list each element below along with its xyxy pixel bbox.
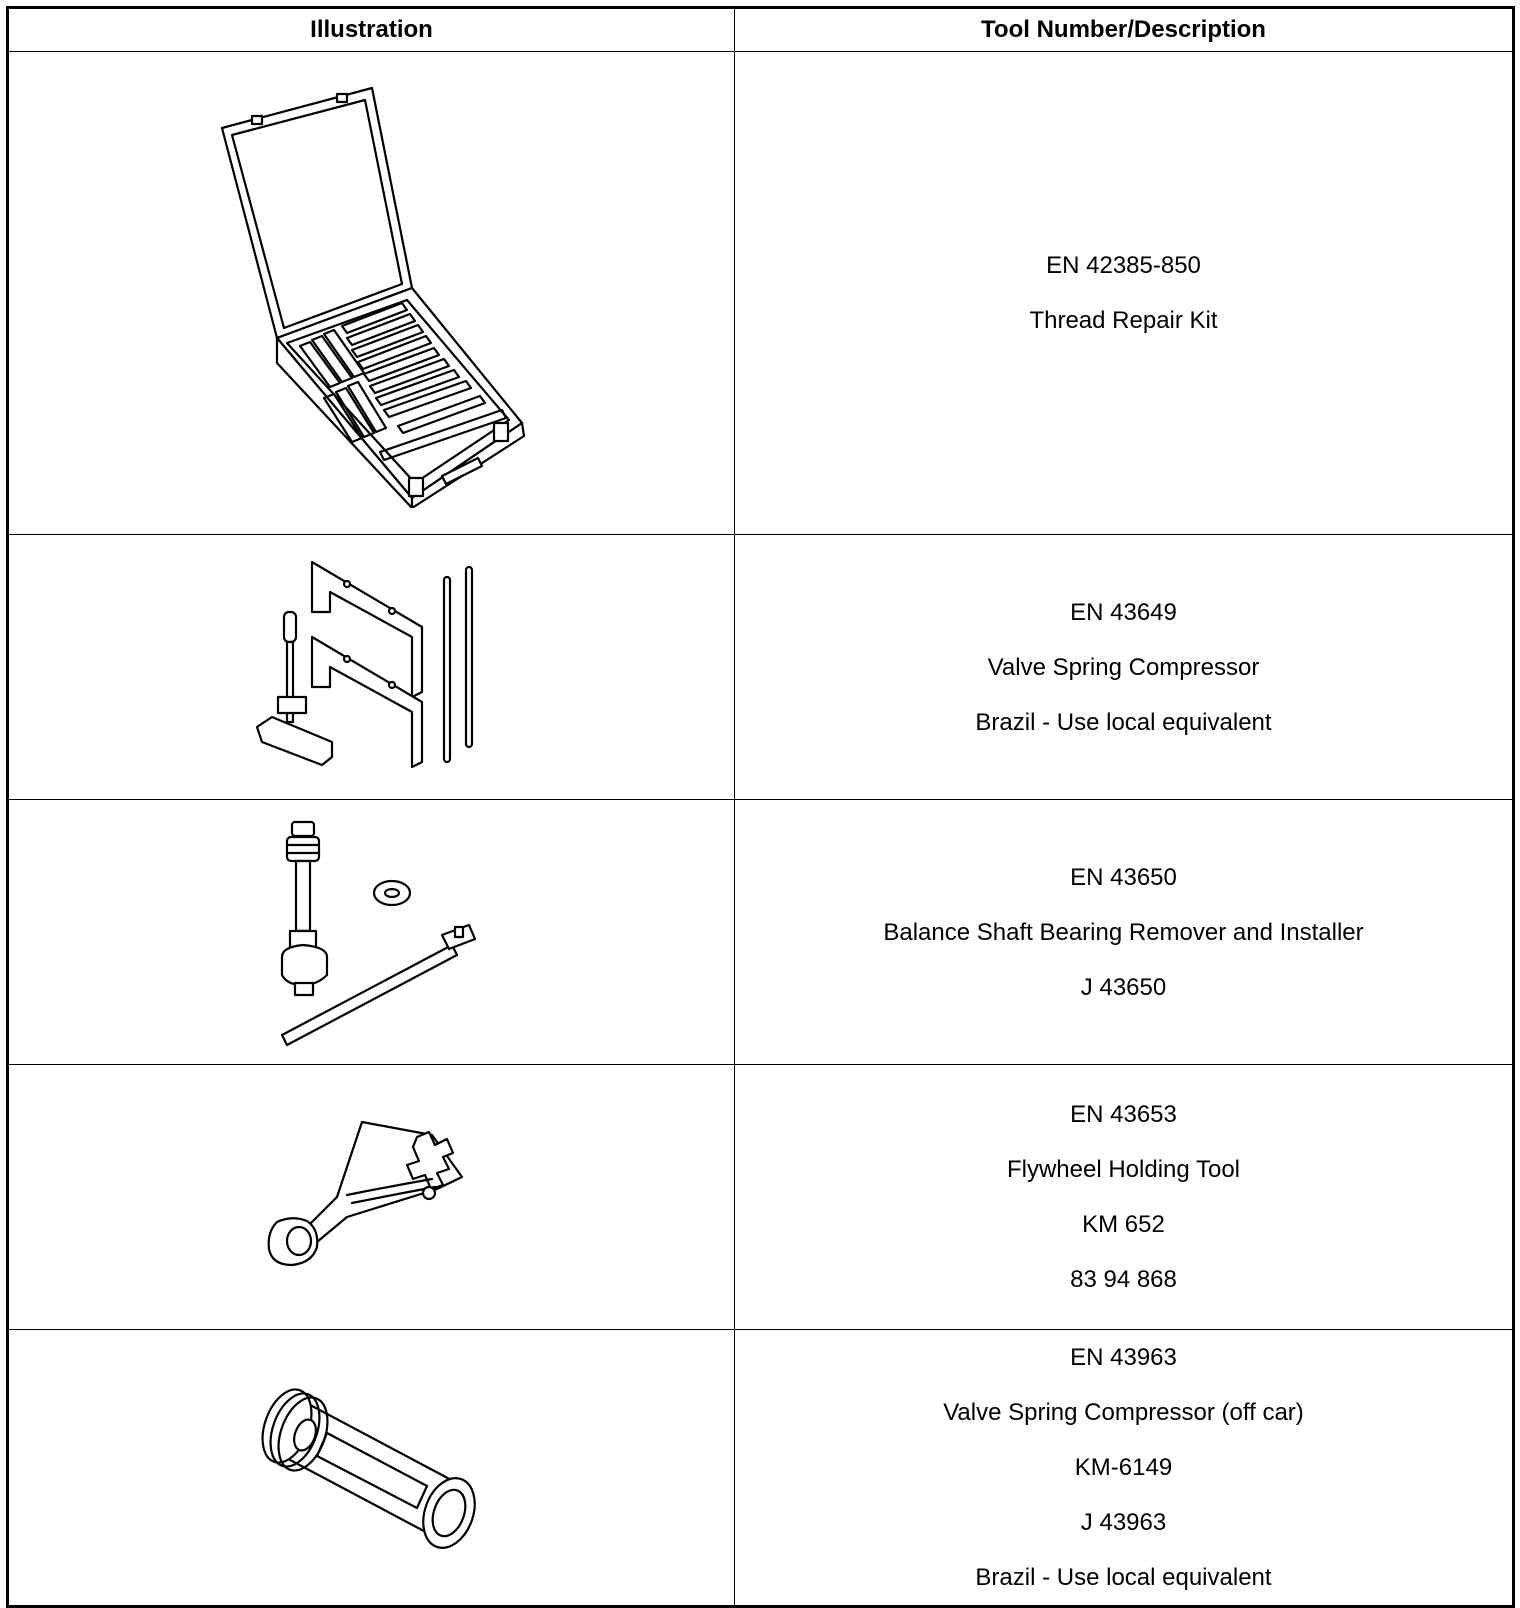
description-cell	[735, 1330, 1514, 1607]
description-cell	[735, 1065, 1514, 1330]
tool-number: EN 43650	[1070, 863, 1177, 891]
tool-name: Thread Repair Kit	[1029, 307, 1218, 334]
table-row	[8, 1330, 1514, 1607]
flywheel-holding-tool-illustration	[257, 1117, 487, 1277]
illustration-cell	[8, 800, 735, 1065]
illustration-cell	[8, 1065, 735, 1330]
table-row	[8, 52, 1514, 535]
tool-alt-number: KM 652	[1082, 1211, 1165, 1238]
tool-name: Flywheel Holding Tool	[1006, 1156, 1240, 1183]
tool-number: EN 43653	[1070, 1101, 1177, 1128]
table-row	[8, 1065, 1514, 1330]
description-cell	[735, 535, 1514, 800]
tool-note: Brazil - Use local equivalent	[975, 1564, 1272, 1591]
tool-number: EN 43649	[1070, 598, 1177, 626]
header-row	[8, 8, 1514, 52]
tool-number: EN 42385-850	[1046, 252, 1201, 279]
description-cell	[735, 52, 1514, 535]
illustration-cell	[8, 535, 735, 800]
table-row	[8, 535, 1514, 800]
header-illustration: Illustration	[8, 8, 735, 52]
description-cell	[735, 800, 1514, 1065]
tool-alt-number: J 43650	[1080, 973, 1167, 1001]
header-tool-description: Tool Number/Description	[735, 8, 1514, 52]
illustration-cell	[8, 1330, 735, 1607]
balance-shaft-bearing-tool-illustration	[257, 817, 487, 1047]
illustration-cell	[8, 52, 735, 535]
tool-alt-number: KM-6149	[1074, 1454, 1173, 1481]
thread-repair-kit-illustration	[212, 78, 532, 508]
tool-name: Valve Spring Compressor (off car)	[943, 1399, 1304, 1426]
tool-j-number: J 43963	[1080, 1509, 1167, 1536]
special-tools-table	[6, 6, 1515, 1608]
tool-name: Balance Shaft Bearing Remover and Installer	[883, 918, 1364, 946]
tool-note: Brazil - Use local equivalent	[975, 708, 1272, 736]
tool-number: EN 43963	[1070, 1344, 1177, 1371]
table-row	[8, 800, 1514, 1065]
valve-spring-compressor-illustration	[252, 557, 492, 777]
tool-name: Valve Spring Compressor	[987, 653, 1260, 681]
valve-spring-compressor-off-car-illustration	[257, 1378, 487, 1558]
tool-part-number: 83 94 868	[1070, 1266, 1177, 1293]
